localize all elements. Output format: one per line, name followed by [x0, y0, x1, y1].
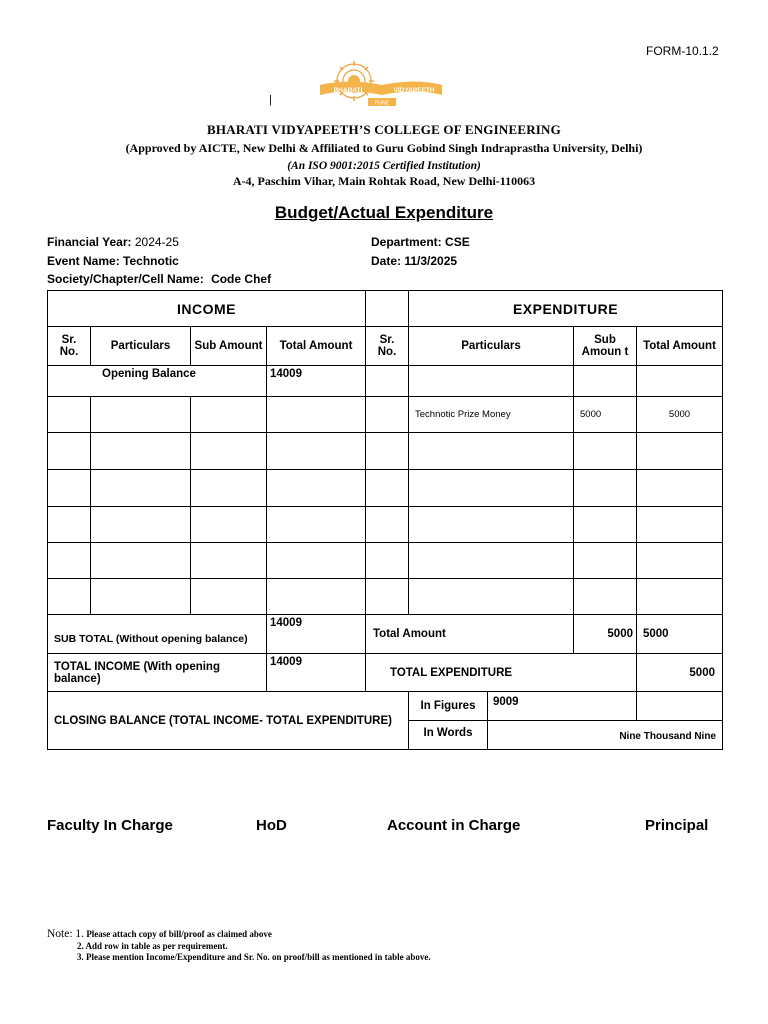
- table-row: [48, 433, 723, 470]
- income-sr-header: Sr. No.: [48, 327, 91, 366]
- sub-total-label: SUB TOTAL (Without opening balance): [48, 615, 267, 654]
- table-cell: [637, 366, 723, 397]
- financial-year: [47, 235, 179, 249]
- society: [47, 272, 271, 286]
- exp-row-total: 5000: [637, 397, 723, 433]
- society-value: Code Chef: [211, 272, 272, 286]
- note-label: Note: 1.: [47, 928, 85, 940]
- income-total-header: Total Amount: [267, 327, 366, 366]
- approval-line: (Approved by AICTE, New Delhi & Affiliated to Guru Gobind Singh Indraprastha University, Delhi): [125, 141, 643, 155]
- in-words-cell: [409, 721, 723, 750]
- table-cell: [574, 366, 637, 397]
- exp-row-sub: 5000: [574, 397, 637, 433]
- table-cell: [267, 397, 366, 433]
- income-particulars-header: Particulars: [91, 327, 191, 366]
- heading-row: [48, 291, 723, 327]
- total-amount-sub: 5000: [574, 615, 637, 654]
- opening-balance-label: Opening Balance: [48, 366, 267, 397]
- table-cell: [48, 397, 91, 433]
- note-item: 2. Add row in table as per requirement.: [77, 940, 228, 951]
- total-income-value: 14009: [267, 654, 366, 692]
- table-cell: [409, 366, 574, 397]
- in-figures-cell: [409, 692, 637, 721]
- date: [371, 254, 457, 268]
- table-row: [48, 543, 723, 579]
- table-row: [48, 470, 723, 507]
- total-expenditure-value: 5000: [637, 654, 723, 692]
- exp-particulars-header: Particulars: [409, 327, 574, 366]
- account-in-charge-sign: Account in Charge: [387, 817, 521, 834]
- sub-total-value: 14009: [267, 615, 366, 654]
- budget-table: [47, 290, 723, 750]
- total-row: [48, 654, 723, 692]
- table-row: [48, 507, 723, 543]
- department-label: Department:: [371, 235, 442, 249]
- column-header-row: [48, 327, 723, 366]
- faculty-in-charge-sign: Faculty In Charge: [47, 817, 173, 834]
- table-row: [48, 579, 723, 615]
- logo-right-text: VIDYAPEETH: [393, 87, 435, 94]
- subtotal-row: [48, 615, 723, 654]
- logo-bottom-text: PUNE: [375, 100, 389, 107]
- total-amount-label: Total Amount: [366, 615, 574, 654]
- table-row: [48, 366, 723, 397]
- in-words-label: In Words: [409, 721, 488, 749]
- table-cell: [366, 291, 409, 327]
- income-sub-header: Sub Amount: [191, 327, 267, 366]
- table-cell: [366, 397, 409, 433]
- exp-sr-header: Sr. No.: [366, 327, 409, 366]
- financial-year-label: Financial Year:: [47, 235, 132, 249]
- principal-sign: Principal: [645, 817, 709, 834]
- society-label: Society/Chapter/Cell Name:: [47, 272, 204, 286]
- event-name-label: Event Name:: [47, 254, 120, 268]
- total-expenditure-label: TOTAL EXPENDITURE: [366, 654, 637, 692]
- in-figures-value: 9009: [493, 696, 519, 708]
- in-words-value: Nine Thousand Nine: [619, 731, 716, 742]
- exp-row-particulars: Technotic Prize Money: [409, 397, 574, 433]
- closing-balance-label: CLOSING BALANCE (TOTAL INCOME- TOTAL EXPENDITURE): [48, 692, 409, 750]
- note-item: 3. Please mention Income/Expenditure and Sr. No. on proof/bill as mentioned in table above.: [77, 952, 431, 962]
- iso-line: (An ISO 9001:2015 Certified Institution): [287, 160, 481, 172]
- total-income-label: TOTAL INCOME (With opening balance): [48, 654, 267, 692]
- table-cell: [637, 692, 723, 721]
- department: [371, 235, 470, 249]
- table-cell: [91, 397, 191, 433]
- exp-total-header: Total Amount: [637, 327, 723, 366]
- college-name: BHARATI VIDYAPEETH’S COLLEGE OF ENGINEERING: [207, 122, 561, 137]
- income-heading: INCOME: [48, 291, 366, 327]
- financial-year-value: 2024-25: [134, 235, 179, 249]
- expenditure-heading: EXPENDITURE: [409, 291, 723, 327]
- table-cell: [366, 366, 409, 397]
- date-label: Date:: [371, 254, 402, 268]
- logo-left-text: BHARATI: [333, 87, 363, 94]
- college-logo: [318, 58, 444, 108]
- note-section: [47, 929, 431, 964]
- exp-sub-header: Sub Amoun t: [574, 327, 637, 366]
- event-name-value: Technotic: [123, 254, 179, 268]
- department-value: CSE: [445, 235, 470, 249]
- event-name: [47, 254, 179, 268]
- in-figures-label: In Figures: [409, 692, 488, 720]
- form-number: FORM-10.1.2: [646, 44, 719, 58]
- closing-row: [48, 692, 723, 721]
- total-amount-total: 5000: [637, 615, 723, 654]
- opening-balance-value: 14009: [267, 366, 366, 397]
- table-row: [48, 397, 723, 433]
- date-value: 11/3/2025: [404, 254, 458, 268]
- note-item: Please attach copy of bill/proof as claimed above: [86, 929, 272, 939]
- page-title: Budget/Actual Expenditure: [274, 203, 494, 222]
- address-line: A-4, Paschim Vihar, Main Rohtak Road, New Delhi-110063: [232, 174, 536, 188]
- hod-sign: HoD: [256, 817, 287, 834]
- text-caret: |: [269, 94, 272, 106]
- table-cell: [191, 397, 267, 433]
